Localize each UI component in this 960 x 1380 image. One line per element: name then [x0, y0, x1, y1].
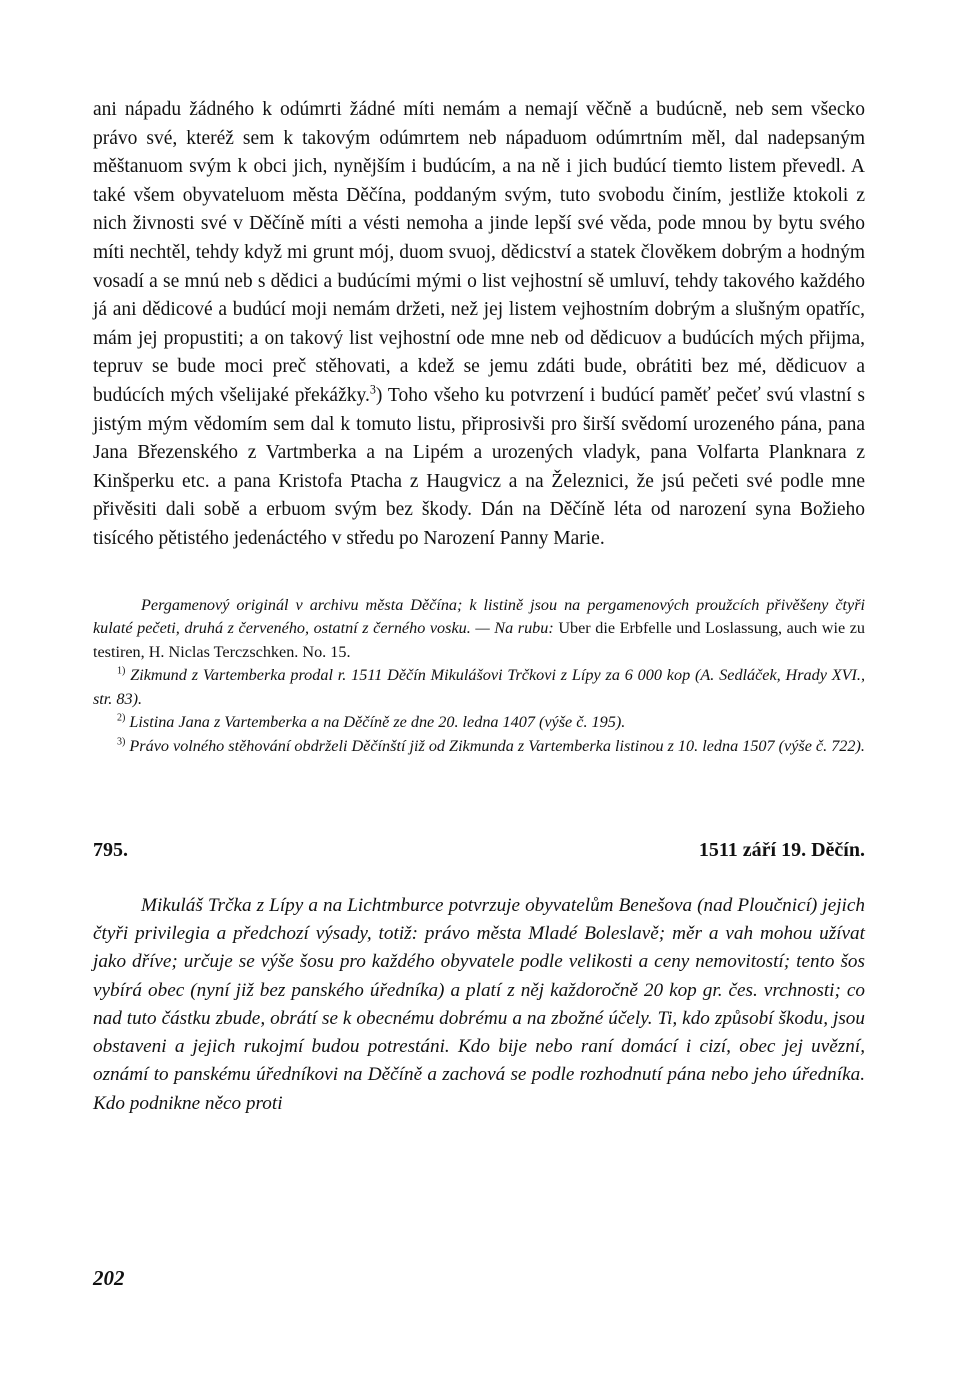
source-note-dorsal: Uber die Erbfelle und Loslassung, auch wie zu testiren, H. Niclas Terczschken. No. 15.: [93, 619, 865, 661]
entry-header: [93, 839, 865, 862]
footnote-reference: 3: [369, 382, 376, 397]
footnote: $^{3)}$ Právo volného stěhování obdrželi Děčínští již od Zikmunda z Vartemberka listinou z 10. ledna 1507 (výše č. 722).: [117, 736, 865, 756]
editorial-notes: [93, 594, 865, 759]
footnote-number: 1: [117, 665, 123, 677]
footnote-text: Listina Jana z Vartemberka a na Děčíně ze dne 20. ledna 1407 (výše č. 195).: [129, 713, 626, 732]
charter-text: [93, 96, 865, 554]
footnote: $^{2)}$ Listina Jana z Vartemberka a na Děčíně ze dne 20. ledna 1407 (výše č. 195).: [117, 713, 626, 732]
footnote-text: Právo volného stěhování obdrželi Děčínští již od Zikmunda z Vartemberka listinou z 10. ledna 1507 (výše č. 722).: [129, 737, 865, 756]
document-page: [93, 96, 865, 1118]
regest-summary: Mikuláš Trčka z Lípy a na Lichtmburce potvrzuje obyvatelům Benešova (nad Ploučnicí) jejich čtyři privilegia a předchozí výsady, totiž: právo města Mladé Boleslavě; měr a vah mohou užívat jako dříve; určuje se výše šosu pro každého obyvatele podle velikosti a ceny nemovitostí; tento šos vybírá obec (nyní již bez panského úředníka) a platí z něj každoročně 20 kop gr. čes. vrchnosti; co nad tuto částku zbude, obrátí se k obecnému dobrému a na zbožné účely. Ti, kdo způsobí škodu, jsou obstaveni a jejich rukojmí budou potrestáni. Kdo bije nebo raní domácí i cizí, obec jej uvězní, oznámí to panskému úředníkovi na Děčíně a zachová se podle rozhodnutí pána nebo jeho úředníka. Kdo podnikne něco proti: [93, 894, 865, 1114]
footnote-text: Zikmund z Vartemberka prodal r. 1511 Děčín Mikulášovi Trčkovi z Lípy za 6 000 kop (A. Sedláček, Hrady XVI., str. 83).: [93, 666, 866, 708]
footnote: $^{1)}$ Zikmund z Vartemberka prodal r. 1511 Děčín Mikulášovi Trčkovi z Lípy za 6 000 kop (A. Sedláček, Hrady XVI., str. 83).: [93, 665, 866, 708]
page-number: 202: [93, 1266, 125, 1290]
entry-date-place: 1511 září 19. Děčín.: [698, 838, 865, 861]
charter-text-part-2: ) Toho všeho ku potvrzení i budúcí paměť pečeť svú vlastní s jistým mým vědomím sem dal k tomuto listu, připrosivši pro širší svědomí urozeného pána, pana Jana Březenského z Vartmberka a na Lipém a urozených vladyk, pana Volfarta Planknara z Kinšperku etc. a pana Kristofa Ptacha z Haugvicz a na Železnici, že jsú pečeti své podle mne přivěsiti dali sobě a erbuom svým bez škody. Dán na Děčíně léta od narození syna Božieho tisícého pětistého jedenáctého v středu po Narození Panny Marie.: [93, 384, 865, 549]
footnote-number: 3: [117, 736, 123, 748]
footnote-number: 2: [117, 713, 123, 725]
charter-text-part-1: ani nápadu žádného k odúmrti žádné míti nemám a nemají věčně a budúcně, neb sem všecko právo své, kteréž sem k takovým odúmrtem neb nápaduom odúmrtním měl, dal nadepsaným měštanuom svým k obci jich, nynějším i budúcím, a na ně i jich budúcí tiemto listem převedl. A také všem obyvateluom města Děčína, poddaným svým, tuto svobodu činím, jestliže ktokoli z nich živnosti své v Děčíně míti a vésti nemoha a jinde lepší své věda, pode mnou by bytu svého míti nechtěl, tehdy když mi grunt mój, duom svuoj, dědicství a statek člověkem dobrým a hodným vosadí a se mnú neb s dědici a budúcími mými o list vejhostní sě umluví, tehdy takového každého já ani dědicové a budúcí moji nemám držeti, než jej listem vejhostním dobrým a slušným opatříc, mám jej propustiti; a on takový list vejhostní ode mne neb od dědicuov a budúcích mých přijma, tepruv se bude moci preč stěhovati, a kdež se jemu zdáti bude, obrátiti bez mé, dědicuov a budúcích mých všelijaké překážky.: [93, 99, 865, 406]
entry-number: 795.: [93, 838, 128, 861]
source-note-italic: Pergamenový originál v archivu města Děčína; k listině jsou na pergamenových proužcích přivěšeny čtyři kulaté pečeti, druhá z červeného, ostatní z černého vosku. — Na rubu:: [93, 595, 865, 638]
source-note: [93, 594, 865, 665]
